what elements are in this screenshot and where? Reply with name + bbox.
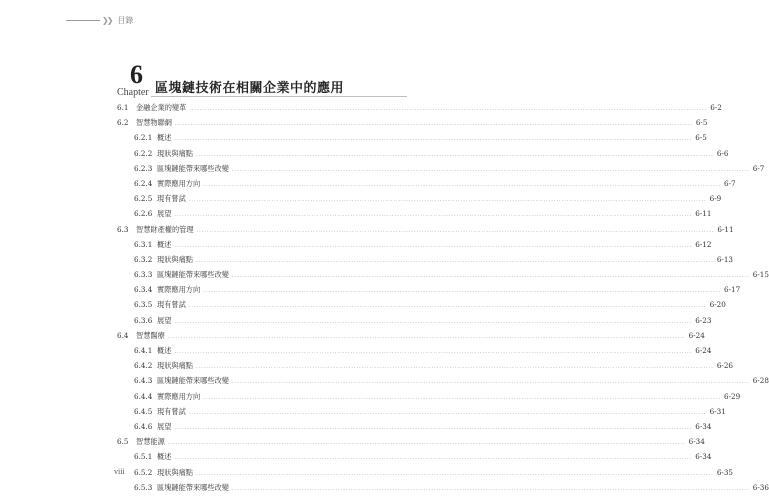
toc-dot-leader: ........................................................................................................................................................................................................ <box>231 379 750 386</box>
toc-dot-leader: ........................................................................................................................................................................................................ <box>188 409 707 416</box>
toc-section-entry <box>117 328 705 343</box>
toc-dot-leader: ........................................................................................................................................................................................................ <box>174 212 693 219</box>
toc-entry-label: 現有嘗試 <box>157 300 186 310</box>
toc-dot-leader: ........................................................................................................................................................................................................ <box>203 181 722 188</box>
toc-dot-leader: ........................................................................................................................................................................................................ <box>231 166 750 173</box>
toc-entry-page: 6-20 <box>709 300 726 310</box>
toc-entry-page: 6-11 <box>717 224 734 234</box>
toc-entry-number: 6.2.1 <box>134 133 153 143</box>
toc-entry-number: 6.1 <box>117 103 129 112</box>
toc-entry-number: 6.4.6 <box>134 421 153 431</box>
toc-entry-page: 6-5 <box>695 118 708 128</box>
toc-entry-number: 6.5.2 <box>134 467 153 477</box>
toc-entry-label: 展望 <box>157 315 172 325</box>
toc-entry-page: 6-35 <box>716 467 733 477</box>
toc-entry-page: 6-7 <box>724 178 736 188</box>
toc-entry-label: 現狀與痛點 <box>157 254 193 264</box>
running-head <box>66 15 133 26</box>
toc-dot-leader: ........................................................................................................................................................................................................ <box>231 273 750 280</box>
toc-entry-page: 6-6 <box>716 148 729 158</box>
toc-dot-leader: ........................................................................................................................................................................................................ <box>174 349 693 355</box>
toc-subsection-entry <box>117 252 733 267</box>
toc-entry-label: 實際應用方向 <box>157 178 201 188</box>
toc-entry-page: 6-23 <box>695 315 712 325</box>
toc-entry-page: 6-34 <box>695 452 712 462</box>
toc-entry-page: 6-34 <box>688 437 705 447</box>
toc-entry-number: 6.3.4 <box>134 285 153 295</box>
toc-entry-number: 6.3.2 <box>134 254 153 264</box>
running-head-rule <box>66 20 100 21</box>
toc-subsection-entry <box>117 237 712 252</box>
toc-subsection-entry <box>117 358 733 373</box>
toc-entry-label: 區塊鏈能帶來哪些改變 <box>157 270 229 280</box>
toc-dot-leader: ........................................................................................................................................................................................................ <box>174 136 693 143</box>
toc-entry-number: 6.4.5 <box>134 406 153 416</box>
toc-entry-number: 6.2.4 <box>134 178 153 188</box>
toc-subsection-entry <box>117 313 712 328</box>
toc-entry-label: 智慧財產權的管理 <box>136 224 194 234</box>
running-head-label: 目錄 <box>117 16 134 25</box>
toc-entry-page: 6-15 <box>752 270 769 280</box>
toc-entry-number: 6.2.5 <box>134 194 153 204</box>
toc-subsection-entry <box>117 176 736 191</box>
toc-subsection-entry <box>117 404 726 419</box>
toc-entry-number: 6.5 <box>117 437 129 447</box>
toc-entry-page: 6-17 <box>724 285 741 295</box>
toc-dot-leader: ........................................................................................................................................................................................................ <box>174 242 693 249</box>
chapter-heading <box>115 62 407 98</box>
toc-subsection-entry <box>117 343 712 358</box>
toc-dot-leader: ........................................................................................................................................................................................................ <box>231 485 750 492</box>
toc-entry-page: 6-13 <box>716 254 733 264</box>
toc-entry-page: 6-24 <box>688 330 705 340</box>
toc-entry-page: 6-2 <box>710 103 722 112</box>
toc-entry-number: 6.4.4 <box>134 391 153 401</box>
chapter-number: 6 <box>130 60 143 89</box>
toc-dot-leader: ........................................................................................................................................................................................................ <box>195 364 714 371</box>
toc-subsection-entry <box>117 480 769 495</box>
toc-entry-number: 6.2.6 <box>134 209 153 219</box>
toc-entry-label: 概述 <box>157 452 172 462</box>
toc-entry-label: 概述 <box>157 346 172 355</box>
toc-entry-label: 現狀與痛點 <box>157 467 193 477</box>
toc-entry-label: 區塊鏈能帶來哪些改變 <box>157 376 229 386</box>
toc-entry-page: 6-34 <box>695 421 712 431</box>
toc-dot-leader: ........................................................................................................................................................................................................ <box>174 455 693 462</box>
toc-entry-label: 實際應用方向 <box>157 391 201 401</box>
toc-entry-label: 現有嘗試 <box>157 406 186 416</box>
toc-dot-leader: ........................................................................................................................................................................................................ <box>195 470 714 477</box>
toc-entry-page: 6-12 <box>695 239 712 249</box>
chapter-title-rule <box>151 96 407 97</box>
toc-dot-leader: ........................................................................................................................................................................................................ <box>167 440 686 447</box>
toc-entry-label: 現狀與痛點 <box>157 361 193 371</box>
toc-entry-number: 6.3.6 <box>134 315 153 325</box>
toc-entry-label: 展望 <box>157 209 172 219</box>
toc-dot-leader: ........................................................................................................................................................................................................ <box>195 151 714 158</box>
toc-entry-label: 概述 <box>157 239 172 249</box>
toc-entry-label: 智慧物聯網 <box>136 118 172 128</box>
toc-entry-number: 6.3 <box>117 224 129 234</box>
toc-entry-label: 區塊鏈能帶來哪些改變 <box>157 163 229 173</box>
toc-section-entry <box>117 434 705 449</box>
toc-entry-number: 6.5.1 <box>134 452 153 462</box>
toc-entry-number: 6.3.5 <box>134 300 153 310</box>
toc-entry-label: 現有嘗試 <box>157 194 186 204</box>
toc-subsection-entry <box>117 465 733 480</box>
toc-entry-page: 6-31 <box>709 406 726 416</box>
toc-subsection-entry <box>117 449 712 464</box>
toc-subsection-entry <box>117 389 741 404</box>
toc-entry-label: 展望 <box>157 421 172 431</box>
toc-section-entry <box>117 222 734 237</box>
toc-entry-page: 6-29 <box>724 391 741 401</box>
toc-entry-page: 6-24 <box>695 346 712 355</box>
toc-dot-leader: ........................................................................................................................................................................................................ <box>174 424 693 431</box>
toc-entry-label: 智慧醫療 <box>136 330 165 340</box>
toc-dot-leader: ........................................................................................................................................................................................................ <box>174 318 693 325</box>
toc-subsection-entry <box>117 130 707 145</box>
toc-subsection-entry <box>117 191 722 206</box>
toc-entry-label: 概述 <box>157 133 172 143</box>
toc-subsection-entry <box>117 267 769 282</box>
chapter-word: Chapter <box>117 87 149 98</box>
toc-entry-label: 區塊鏈能帶來哪些改變 <box>157 482 229 492</box>
toc-dot-leader: ........................................................................................................................................................................................................ <box>189 106 708 112</box>
toc-entry-page: 6-11 <box>695 209 712 219</box>
chapter-title: 區塊鏈技術在相關企業中的應用 <box>155 81 345 96</box>
toc-subsection-entry <box>117 161 765 176</box>
toc-subsection-entry <box>117 297 726 312</box>
toc-dot-leader: ........................................................................................................................................................................................................ <box>196 227 715 234</box>
toc-entry-number: 6.4 <box>117 330 129 340</box>
toc-entry-page: 6-26 <box>716 361 733 371</box>
toc-subsection-entry <box>117 206 712 221</box>
toc-entry-page: 6-5 <box>695 133 707 143</box>
toc-dot-leader: ........................................................................................................................................................................................................ <box>203 394 722 401</box>
toc-entry-label: 智慧能源 <box>136 437 165 447</box>
toc-entry-number: 6.4.3 <box>134 376 153 386</box>
toc-dot-leader: ........................................................................................................................................................................................................ <box>188 197 707 204</box>
toc-entry-page: 6-36 <box>752 482 769 492</box>
toc-entry-page: 6-7 <box>752 163 765 173</box>
toc-dot-leader: ........................................................................................................................................................................................................ <box>195 257 714 264</box>
toc-entry-label: 實際應用方向 <box>157 285 201 295</box>
toc-subsection-entry <box>117 282 741 297</box>
toc-entry-number: 6.3.1 <box>134 239 153 249</box>
toc-entry-number: 6.2.3 <box>134 163 153 173</box>
toc-dot-leader: ........................................................................................................................................................................................................ <box>203 288 722 295</box>
toc-subsection-entry <box>117 419 712 434</box>
toc-dot-leader: ........................................................................................................................................................................................................ <box>188 303 707 310</box>
toc-entry-number: 6.2.2 <box>134 148 153 158</box>
toc-entry-number: 6.5.3 <box>134 482 153 492</box>
toc-dot-leader: ........................................................................................................................................................................................................ <box>167 333 686 340</box>
toc-subsection-entry <box>117 373 769 388</box>
page-number: viii <box>114 467 125 476</box>
toc-subsection-entry <box>117 146 729 161</box>
toc-entry-number: 6.3.3 <box>134 270 153 280</box>
toc-entry-label: 現狀與痛點 <box>157 148 193 158</box>
toc-entry-page: 6-9 <box>709 194 722 204</box>
table-of-contents <box>117 100 769 495</box>
toc-section-entry <box>117 115 708 130</box>
toc-entry-number: 6.4.1 <box>134 346 153 355</box>
double-chevron-right-icon: ❯❯ <box>102 16 112 25</box>
toc-dot-leader: ........................................................................................................................................................................................................ <box>174 121 693 128</box>
toc-section-entry <box>117 100 722 115</box>
toc-entry-label: 金融企業的變革 <box>136 103 187 112</box>
toc-entry-page: 6-28 <box>752 376 769 386</box>
toc-entry-number: 6.4.2 <box>134 361 153 371</box>
toc-entry-number: 6.2 <box>117 118 129 128</box>
